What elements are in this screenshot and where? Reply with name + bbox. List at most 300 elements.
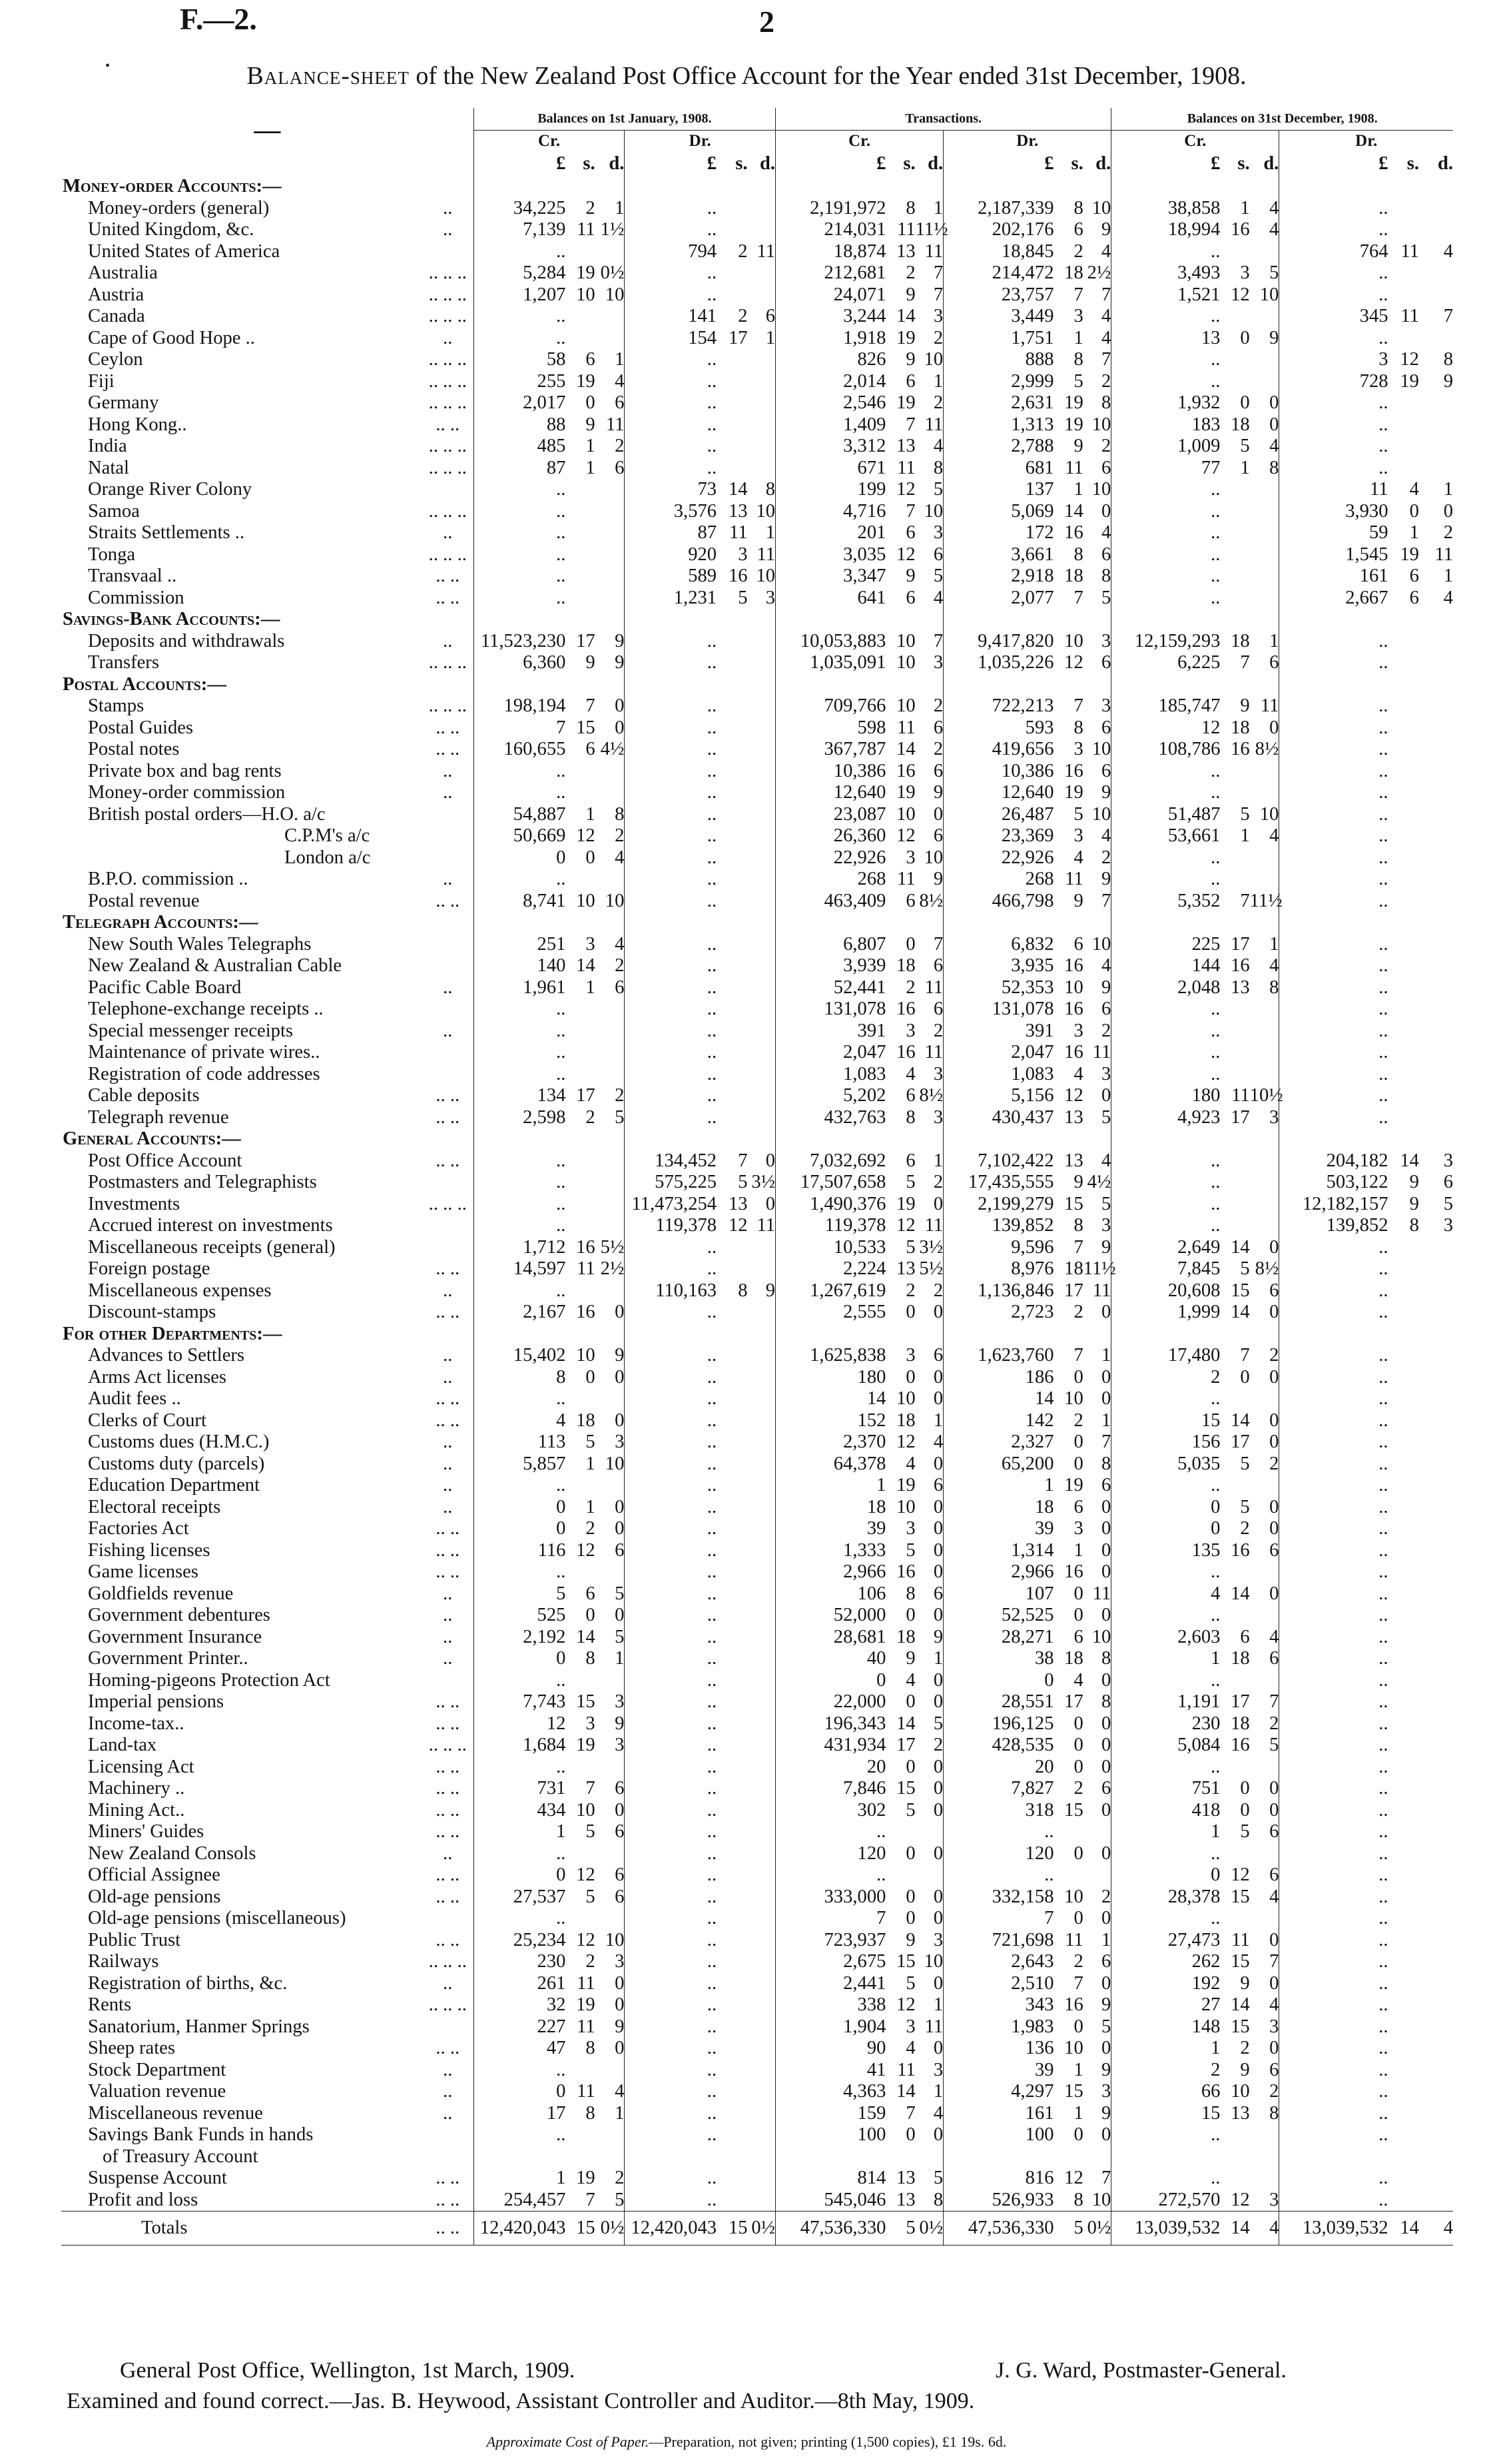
- amount-cell: 16: [1064, 522, 1083, 543]
- amount-cell: 8: [1083, 1453, 1111, 1475]
- amount-cell: [1419, 328, 1453, 350]
- amount-cell: [1388, 198, 1419, 220]
- amount-cell: 826: [857, 349, 886, 370]
- amount-cell: [1220, 1561, 1249, 1583]
- amount-cell: 19: [576, 1994, 595, 2015]
- leader-dots: ..: [422, 1648, 473, 1670]
- amount-cell: 3: [595, 1691, 625, 1713]
- amount-cell: ..: [707, 977, 717, 998]
- amount-cell: [565, 1064, 595, 1086]
- amount-cell: [1220, 2146, 1249, 2168]
- currency-label: d.: [748, 152, 776, 176]
- leader-dots: [422, 2124, 473, 2146]
- amount-cell: 2: [1443, 522, 1453, 543]
- leader-dots: ..: [422, 1367, 473, 1389]
- leader-dots: .. ..: [422, 2168, 473, 2190]
- amount-cell: 4: [1443, 587, 1453, 608]
- amount-cell: [1388, 1886, 1419, 1908]
- amount-cell: 5: [1083, 2016, 1111, 2038]
- row-label: Natal: [88, 457, 129, 478]
- amount-cell: 7: [906, 414, 916, 435]
- amount-cell: 13: [896, 2168, 916, 2188]
- amount-cell: 794: [688, 240, 717, 262]
- amount-cell: 8: [556, 1366, 566, 1388]
- amount-cell: [1220, 479, 1249, 501]
- amount-cell: 485: [537, 436, 566, 456]
- account-row: [61, 847, 1453, 869]
- amount-cell: ..: [556, 1388, 566, 1409]
- amount-cell: [916, 912, 944, 934]
- amount-cell: 15: [1064, 1193, 1083, 1214]
- amount-cell: [1054, 176, 1083, 198]
- amount-cell: [748, 695, 776, 717]
- amount-cell: ..: [556, 1215, 566, 1236]
- amount-cell: 0: [595, 1973, 625, 1995]
- amount-cell: 0: [906, 1886, 916, 1907]
- amount-cell: 11: [577, 2016, 595, 2037]
- account-row: [61, 1691, 1453, 1713]
- amount-cell: [1220, 912, 1249, 934]
- amount-cell: 11: [1083, 1042, 1111, 1064]
- amount-cell: 141: [688, 306, 717, 326]
- amount-cell: [1419, 1064, 1453, 1086]
- row-label: India: [88, 436, 127, 456]
- amount-cell: [1419, 2146, 1453, 2168]
- amount-cell: [717, 436, 747, 458]
- amount-cell: 0: [1073, 1843, 1083, 1864]
- leader-dots: .. ..: [422, 1930, 473, 1952]
- amount-cell: ..: [556, 1280, 566, 1301]
- amount-cell: [1419, 2190, 1453, 2212]
- amount-cell: ..: [1378, 1475, 1388, 1495]
- amount-cell: [717, 934, 747, 956]
- amount-cell: ..: [1378, 457, 1388, 478]
- amount-cell: 2,077: [1011, 587, 1054, 608]
- amount-cell: 11: [897, 717, 916, 738]
- leader-dots: [422, 955, 473, 977]
- amount-cell: [1220, 1757, 1249, 1779]
- amount-cell: 4½: [1083, 1172, 1111, 1194]
- amount-cell: 7: [1083, 891, 1111, 913]
- amount-cell: 0: [595, 1410, 625, 1432]
- amount-cell: 2: [585, 1951, 595, 1972]
- amount-cell: [1388, 1713, 1419, 1735]
- amount-cell: 0: [916, 804, 944, 826]
- amount-cell: 0: [1250, 1302, 1279, 1324]
- amount-cell: 7: [1044, 1908, 1054, 1928]
- amount-cell: 641: [857, 587, 886, 608]
- amount-cell: [748, 1302, 776, 1324]
- amount-cell: [1054, 2146, 1083, 2168]
- account-row: [61, 501, 1453, 523]
- amount-cell: 16: [576, 1236, 595, 1258]
- row-label: Investments: [88, 1193, 180, 1214]
- amount-cell: [595, 241, 625, 263]
- amount-cell: 5: [916, 2168, 944, 2190]
- amount-cell: [748, 977, 776, 999]
- amount-cell: 9: [1083, 977, 1111, 999]
- account-row: [61, 1453, 1453, 1475]
- leader-dots: .. ..: [422, 2212, 473, 2246]
- amount-cell: 17: [576, 630, 595, 651]
- row-label: Electoral receipts: [88, 1496, 221, 1517]
- amount-cell: 7: [585, 695, 595, 716]
- amount-cell: [1419, 1237, 1453, 1259]
- amount-cell: ..: [1378, 1583, 1388, 1604]
- amount-cell: 10: [1064, 1886, 1083, 1907]
- amount-cell: ..: [1378, 1735, 1388, 1755]
- amount-cell: 4: [916, 1432, 944, 1453]
- amount-cell: 0: [556, 1518, 566, 1539]
- amount-cell: 6: [1083, 1951, 1111, 1973]
- amount-cell: [1388, 847, 1419, 869]
- amount-cell: ..: [1378, 1821, 1388, 1842]
- leader-dots: ..: [422, 1583, 473, 1605]
- amount-cell: [1220, 306, 1249, 328]
- amount-cell: 1: [1073, 2102, 1083, 2124]
- amount-cell: 5: [1240, 1258, 1250, 1279]
- amount-cell: 6: [1083, 999, 1111, 1021]
- amount-cell: ..: [707, 1648, 717, 1669]
- amount-cell: 142: [1025, 1410, 1054, 1431]
- row-label: Accrued interest on investments: [88, 1215, 333, 1236]
- amount-cell: 0: [1073, 1432, 1083, 1452]
- amount-cell: 2,603: [1177, 1626, 1221, 1647]
- amount-cell: [1419, 1735, 1453, 1757]
- amount-cell: ..: [556, 2059, 566, 2080]
- amount-cell: [748, 2060, 776, 2082]
- col-dr-transactions: Dr.: [944, 130, 1111, 152]
- amount-cell: 9: [595, 631, 625, 653]
- account-row: [61, 1951, 1453, 1973]
- amount-cell: 589: [688, 566, 717, 586]
- amount-cell: 4: [1250, 219, 1279, 241]
- amount-cell: 11: [577, 219, 595, 240]
- amount-cell: [1250, 761, 1279, 783]
- amount-cell: ..: [1378, 1366, 1388, 1388]
- amount-cell: 15: [1231, 2016, 1250, 2037]
- amount-cell: 16: [1064, 955, 1083, 976]
- leader-dots: ..: [422, 1432, 473, 1453]
- amount-cell: ..: [1378, 1691, 1388, 1712]
- amount-cell: [1250, 501, 1279, 523]
- currency-label: s.: [1071, 153, 1083, 174]
- amount-cell: 1: [1083, 1345, 1111, 1367]
- amount-cell: [748, 262, 776, 284]
- leader-dots: .. .. ..: [422, 284, 473, 306]
- amount-cell: [1419, 1518, 1453, 1540]
- amount-cell: 4,716: [843, 500, 886, 522]
- amount-cell: ..: [1378, 1410, 1388, 1431]
- amount-cell: 73: [697, 479, 717, 500]
- amount-cell: [717, 1324, 747, 1346]
- amount-cell: 10,386: [833, 760, 886, 781]
- amount-cell: 7: [1240, 890, 1250, 911]
- amount-cell: ..: [556, 1908, 566, 1928]
- account-row: [61, 241, 1453, 263]
- amount-cell: 11: [916, 1215, 944, 1237]
- amount-cell: 10: [595, 284, 625, 306]
- amount-cell: 262: [1191, 1951, 1221, 1972]
- amount-cell: 5: [1240, 1453, 1250, 1474]
- amount-cell: ..: [1211, 1561, 1221, 1582]
- amount-cell: [565, 1215, 595, 1237]
- amount-cell: 5: [1054, 2212, 1083, 2246]
- amount-cell: 525: [537, 1605, 566, 1625]
- account-row: [61, 2038, 1453, 2060]
- amount-cell: 0: [916, 1670, 944, 1692]
- amount-cell: 9: [916, 782, 944, 804]
- amount-cell: 1: [585, 436, 595, 456]
- amount-cell: [1083, 609, 1111, 631]
- amount-cell: [1083, 176, 1111, 198]
- amount-cell: 432,763: [824, 1106, 886, 1128]
- amount-cell: ..: [1378, 652, 1388, 673]
- row-label: Railways: [88, 1951, 159, 1972]
- amount-cell: [595, 1757, 625, 1779]
- amount-cell: [748, 2016, 776, 2038]
- amount-cell: 722,213: [992, 695, 1054, 716]
- amount-cell: 27,473: [1167, 1929, 1221, 1950]
- amount-cell: 2: [1083, 371, 1111, 393]
- amount-cell: 17: [728, 327, 748, 348]
- amount-cell: 1,545: [1345, 544, 1388, 565]
- amount-cell: [1388, 1605, 1419, 1627]
- amount-cell: 5½: [916, 1258, 944, 1280]
- amount-cell: [748, 1583, 776, 1605]
- amount-cell: [1111, 609, 1221, 631]
- amount-cell: 9: [1083, 2060, 1111, 2082]
- amount-cell: [1388, 1107, 1419, 1129]
- amount-cell: 1,207: [523, 284, 566, 305]
- amount-cell: [1388, 1064, 1419, 1086]
- amount-cell: 4: [1073, 1669, 1083, 1691]
- amount-cell: 19: [1064, 1475, 1083, 1495]
- amount-cell: 10: [916, 1951, 944, 1973]
- amount-cell: 1: [556, 1821, 566, 1842]
- amount-cell: [717, 1951, 747, 1973]
- amount-cell: ..: [1378, 1778, 1388, 1799]
- amount-cell: ..: [707, 1475, 717, 1495]
- amount-cell: 0: [1250, 1930, 1279, 1952]
- amount-cell: 11: [1231, 1085, 1250, 1106]
- amount-cell: ..: [707, 652, 717, 673]
- amount-cell: 16: [896, 1561, 916, 1582]
- amount-cell: [1250, 566, 1279, 588]
- row-label: Tonga: [88, 544, 136, 565]
- amount-cell: 8: [585, 1648, 595, 1669]
- amount-cell: 12,640: [833, 782, 886, 803]
- amount-cell: 431,934: [824, 1735, 886, 1755]
- amount-cell: [1388, 2146, 1419, 2168]
- amount-cell: 230: [537, 1951, 566, 1972]
- currency-row: [61, 152, 1453, 176]
- amount-cell: 10: [1083, 739, 1111, 761]
- amount-cell: 9: [906, 349, 916, 370]
- account-row: [61, 934, 1453, 956]
- row-label: Miscellaneous expenses: [88, 1280, 272, 1301]
- amount-cell: [1388, 1128, 1419, 1150]
- leader-dots: [422, 1172, 473, 1194]
- amount-cell: ..: [1378, 436, 1388, 456]
- amount-cell: ..: [1378, 2124, 1388, 2145]
- account-row: [61, 198, 1453, 220]
- leader-dots: .. ..: [422, 1258, 473, 1280]
- amount-cell: 11: [1369, 479, 1388, 500]
- amount-cell: ..: [1378, 1020, 1388, 1041]
- amount-cell: 5: [906, 1236, 916, 1258]
- amount-cell: 5,084: [1177, 1735, 1221, 1755]
- amount-cell: 0: [916, 1540, 944, 1562]
- amount-cell: 11: [1083, 1583, 1111, 1605]
- amount-cell: 17: [576, 1085, 595, 1106]
- amount-cell: 1,009: [1177, 436, 1221, 456]
- amount-cell: 9: [585, 652, 595, 673]
- amount-cell: 18: [896, 1626, 916, 1647]
- amount-cell: 0: [1083, 1670, 1111, 1692]
- currency-label: d.: [1083, 152, 1111, 176]
- amount-cell: ..: [707, 1626, 717, 1647]
- account-row: [61, 1497, 1453, 1519]
- amount-cell: 4: [1419, 2212, 1453, 2246]
- amount-cell: 12: [1231, 1864, 1250, 1885]
- amount-cell: [748, 1691, 776, 1713]
- amount-cell: 4: [1083, 825, 1111, 847]
- amount-cell: 2: [1083, 847, 1111, 869]
- row-label: Old-age pensions: [88, 1886, 221, 1907]
- amount-cell: 14: [1064, 500, 1083, 522]
- currency-label: d.: [1437, 153, 1453, 174]
- amount-cell: 8: [1083, 1691, 1111, 1713]
- amount-cell: [1250, 1194, 1279, 1216]
- amount-cell: [717, 1930, 747, 1952]
- amount-cell: 1: [1240, 825, 1250, 846]
- amount-cell: 3,661: [1011, 544, 1054, 565]
- amount-cell: [595, 761, 625, 783]
- amount-cell: [1220, 1324, 1249, 1346]
- amount-cell: [717, 1128, 747, 1150]
- leader-dots: [422, 241, 473, 263]
- amount-cell: [595, 1194, 625, 1216]
- amount-cell: [1388, 804, 1419, 826]
- amount-cell: 136: [1025, 2038, 1054, 2058]
- row-label: Registration of code addresses: [88, 1063, 320, 1084]
- leader-dots: .. .. ..: [422, 392, 473, 414]
- amount-cell: [1250, 241, 1279, 263]
- amount-cell: [1419, 739, 1453, 761]
- amount-cell: [595, 501, 625, 523]
- amount-cell: 10: [1083, 804, 1111, 826]
- amount-cell: [717, 1475, 747, 1497]
- amount-cell: 88: [546, 414, 566, 435]
- leader-dots: .. ..: [422, 717, 473, 739]
- row-label: Registration of births, &c.: [88, 1972, 288, 1994]
- amount-cell: 3,493: [1177, 262, 1221, 283]
- amount-cell: 8: [585, 2102, 595, 2124]
- amount-cell: 9: [1240, 1972, 1250, 1994]
- amount-cell: ..: [707, 717, 717, 738]
- amount-cell: 2: [916, 1735, 944, 1757]
- amount-cell: [625, 912, 717, 934]
- amount-cell: 6: [1250, 1864, 1279, 1886]
- amount-cell: [595, 999, 625, 1021]
- leader-dots: .. ..: [422, 1713, 473, 1735]
- amount-cell: 8: [595, 804, 625, 826]
- amount-cell: [1388, 1648, 1419, 1670]
- amount-cell: ..: [707, 1561, 717, 1582]
- amount-cell: [717, 1973, 747, 1995]
- amount-cell: 10: [1250, 284, 1279, 306]
- amount-cell: 0: [1240, 1366, 1250, 1388]
- amount-cell: ..: [1211, 479, 1221, 500]
- account-row: [61, 436, 1453, 458]
- amount-cell: ..: [1211, 522, 1221, 543]
- amount-cell: [1419, 458, 1453, 480]
- amount-cell: ..: [707, 262, 717, 283]
- amount-cell: 268: [1025, 869, 1054, 889]
- amount-cell: [1419, 1410, 1453, 1432]
- amount-cell: [748, 761, 776, 783]
- leader-dots: ..: [422, 1345, 473, 1367]
- amount-cell: [1220, 1670, 1249, 1692]
- amount-cell: [717, 1561, 747, 1583]
- amount-cell: [1419, 1864, 1453, 1886]
- amount-cell: 12: [546, 1713, 566, 1734]
- amount-cell: [1250, 2168, 1279, 2190]
- account-row: [61, 371, 1453, 393]
- amount-cell: 19: [1400, 370, 1419, 392]
- amount-cell: [1220, 847, 1249, 869]
- amount-cell: ..: [1378, 262, 1388, 283]
- amount-cell: 338: [857, 1994, 886, 2015]
- leader-dots: .. .. ..: [422, 1994, 473, 2016]
- amount-cell: 1: [1073, 1539, 1083, 1561]
- amount-cell: [717, 1302, 747, 1324]
- amount-cell: 0: [1250, 1973, 1279, 1995]
- amount-cell: 10: [1083, 414, 1111, 436]
- row-label: British postal orders—H.O. a/c: [88, 803, 326, 825]
- amount-cell: 0: [1083, 1302, 1111, 1324]
- amount-cell: [748, 1648, 776, 1670]
- amount-cell: 12: [1064, 652, 1083, 673]
- amount-cell: 6: [1073, 933, 1083, 955]
- amount-cell: 8: [585, 2038, 595, 2058]
- account-row: [61, 1886, 1453, 1908]
- footer-place-date: General Post Office, Wellington, 1st March, 1909.: [120, 2358, 575, 2383]
- leader-dots: .. .. ..: [422, 501, 473, 523]
- amount-cell: ..: [876, 1821, 886, 1842]
- amount-cell: 8: [1073, 717, 1083, 738]
- amount-cell: 255: [537, 370, 566, 392]
- amount-cell: 814: [857, 2168, 886, 2188]
- amount-cell: [717, 1042, 747, 1064]
- amount-cell: 6: [1083, 458, 1111, 480]
- amount-cell: [944, 1324, 1054, 1346]
- amount-cell: ..: [1378, 1626, 1388, 1647]
- amount-cell: 15: [565, 2212, 595, 2246]
- amount-cell: [1111, 1324, 1221, 1346]
- amount-cell: 2: [595, 955, 625, 977]
- currency-label: s.: [903, 153, 916, 174]
- amount-cell: 0: [1083, 1757, 1111, 1779]
- amount-cell: 11: [1065, 869, 1083, 889]
- amount-cell: [1388, 652, 1419, 674]
- amount-cell: [1419, 1605, 1453, 1627]
- amount-cell: ..: [1211, 1756, 1221, 1777]
- amount-cell: [1054, 1324, 1083, 1346]
- amount-cell: 10: [595, 1930, 625, 1952]
- amount-cell: 11: [916, 2016, 944, 2038]
